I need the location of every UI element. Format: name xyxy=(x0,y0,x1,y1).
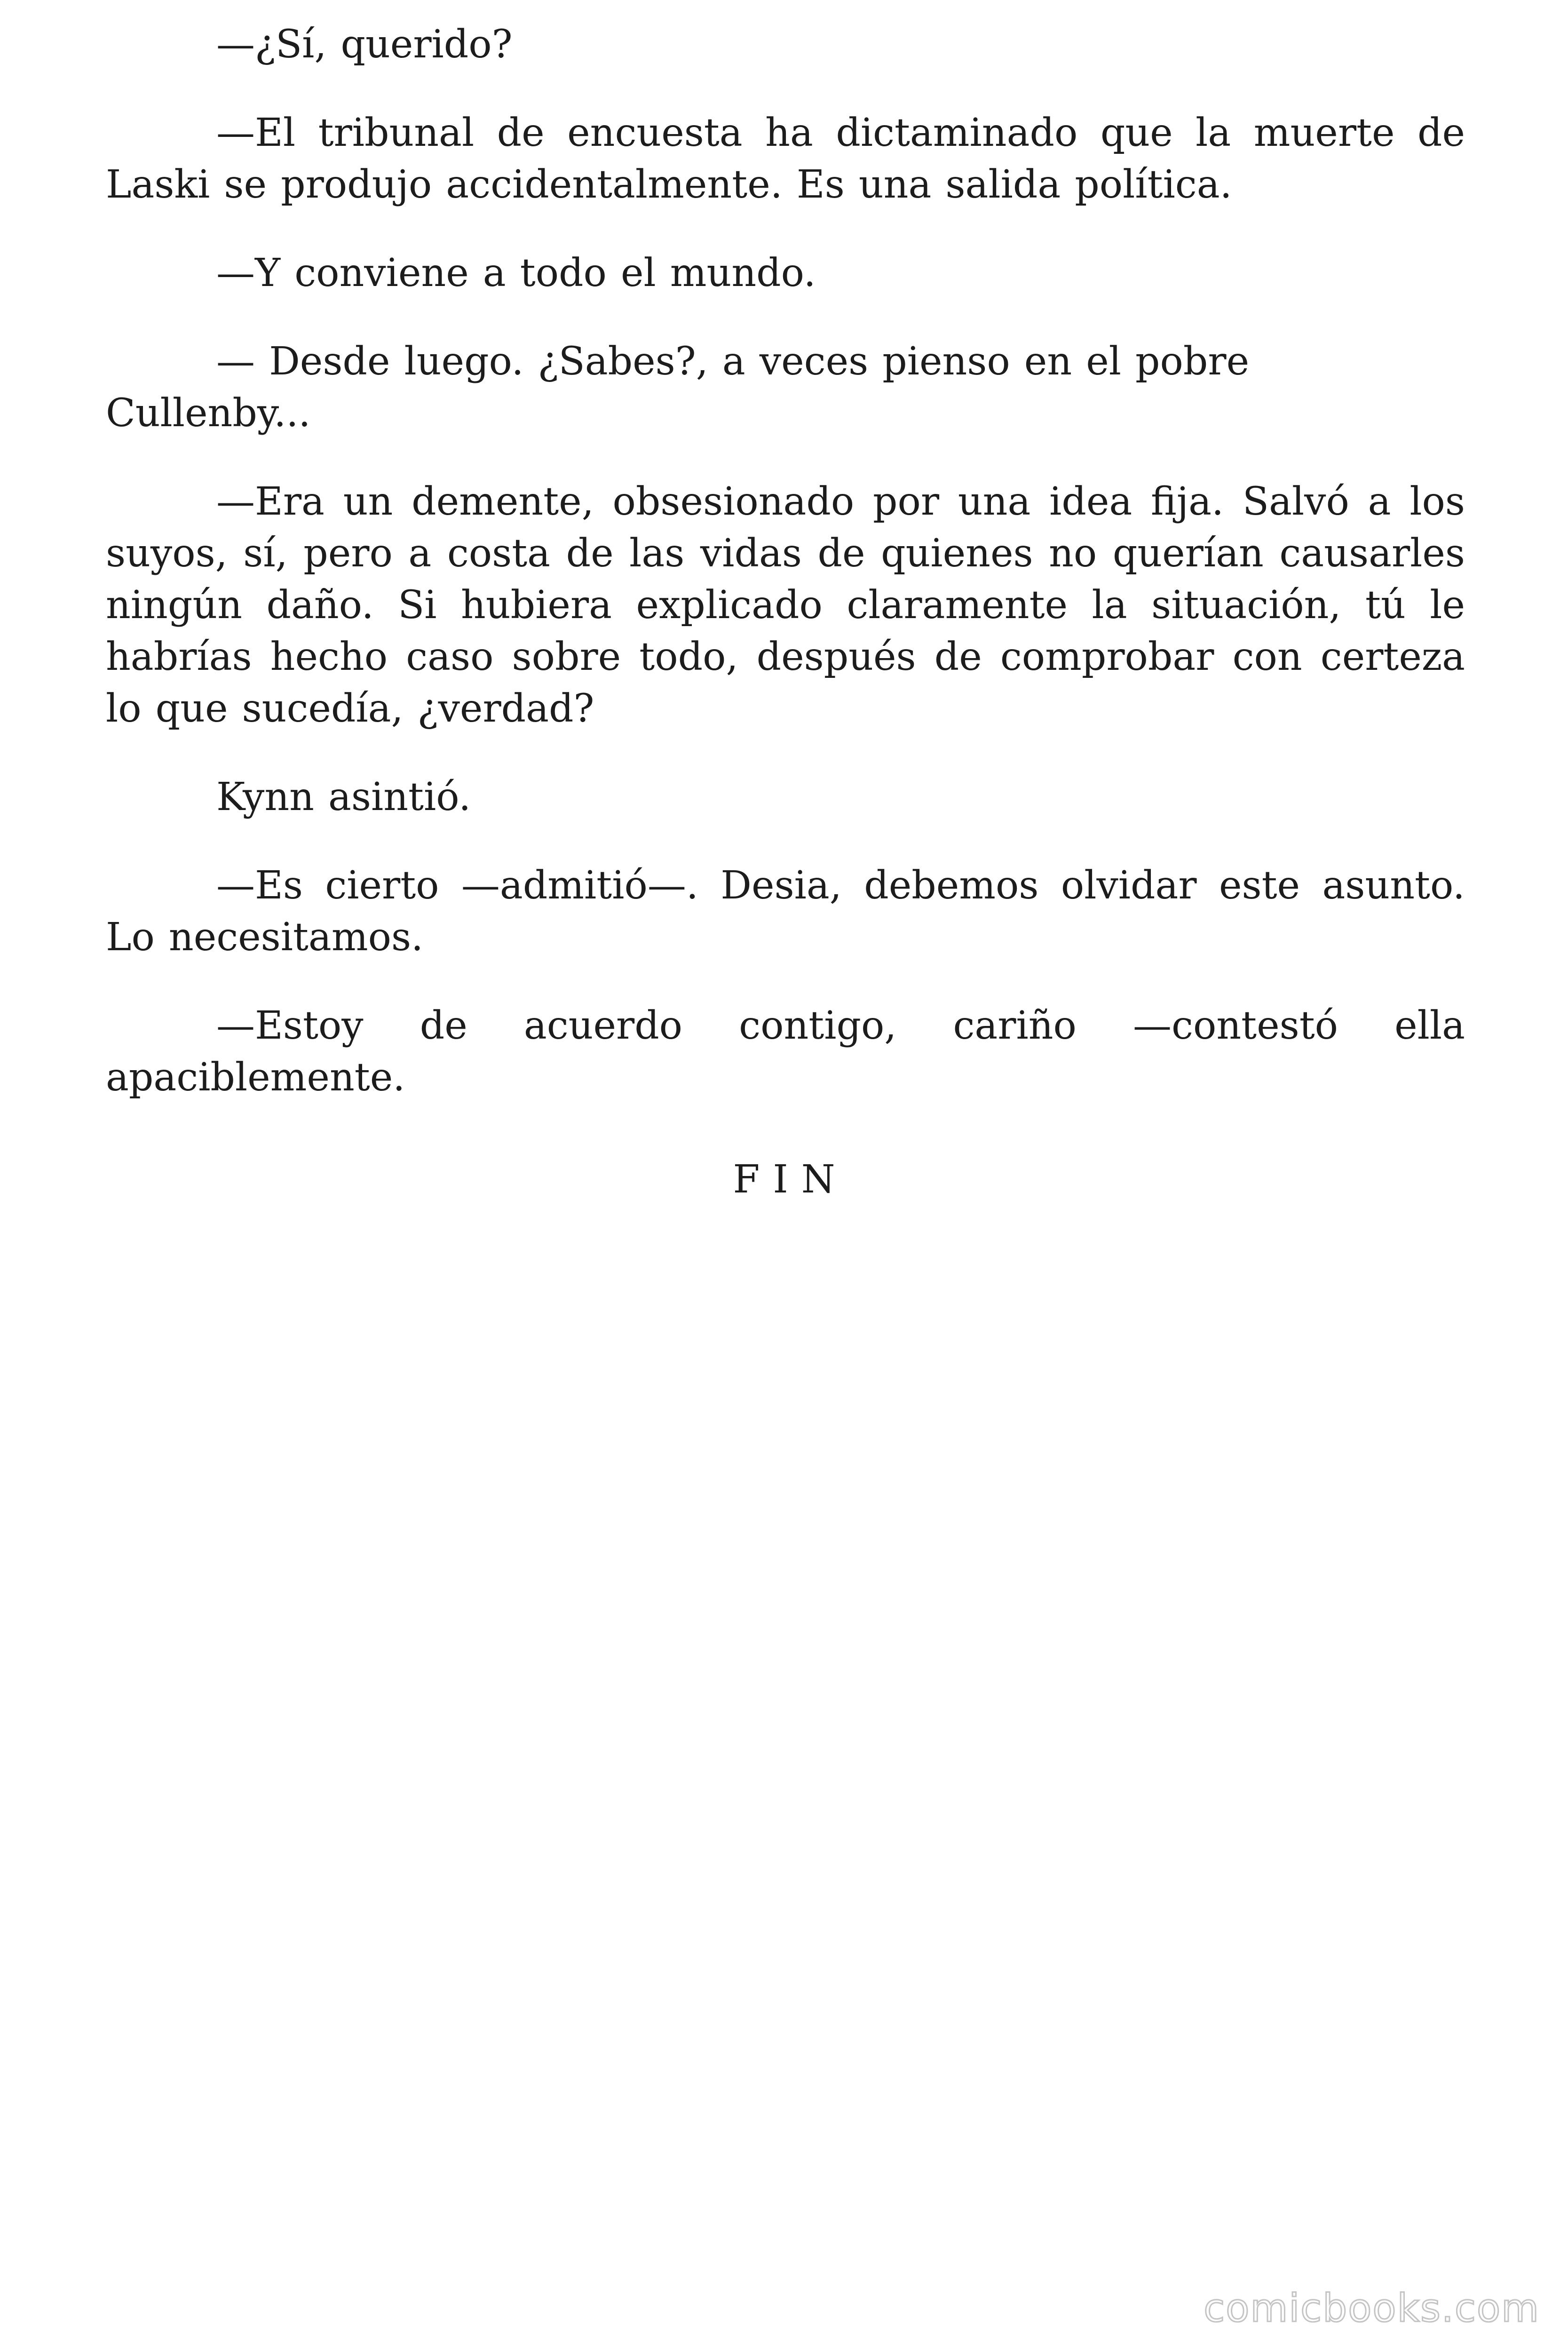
end-mark: FIN xyxy=(733,1157,848,1202)
paragraph: —¿Sí, querido? xyxy=(216,22,513,67)
paragraph: —Era un demente, obsesionado por una idea fija. Salvó a los suyos, sí, pero a costa de las vidas de quienes no querían causarles ningún daño. Si hubiera explicado claramente la situación, tú le habrías hecho caso sobre todo, después de comprobar con certeza lo que sucedía, ¿verdad? xyxy=(106,479,1465,731)
paragraph: —Estoy de acuerdo contigo, cariño —contestó ella apaciblemente. xyxy=(106,1003,1465,1100)
watermark: comicbooks.com xyxy=(1204,2286,1540,2331)
paragraph: —Y conviene a todo el mundo. xyxy=(216,251,816,295)
paragraph: —Es cierto —admitió—. Desia, debemos olvidar este asunto. Lo necesitamos. xyxy=(106,863,1465,960)
paragraph: Kynn asintió. xyxy=(216,775,471,819)
paragraph: — Desde luego. ¿Sabes?, a veces pienso en el pobre Cullenby... xyxy=(106,339,1250,436)
paragraph: —El tribunal de encuesta ha dictaminado que la muerte de Laski se produjo accidentalmente. Es una salida política. xyxy=(106,111,1465,207)
document-body xyxy=(106,19,1465,1140)
